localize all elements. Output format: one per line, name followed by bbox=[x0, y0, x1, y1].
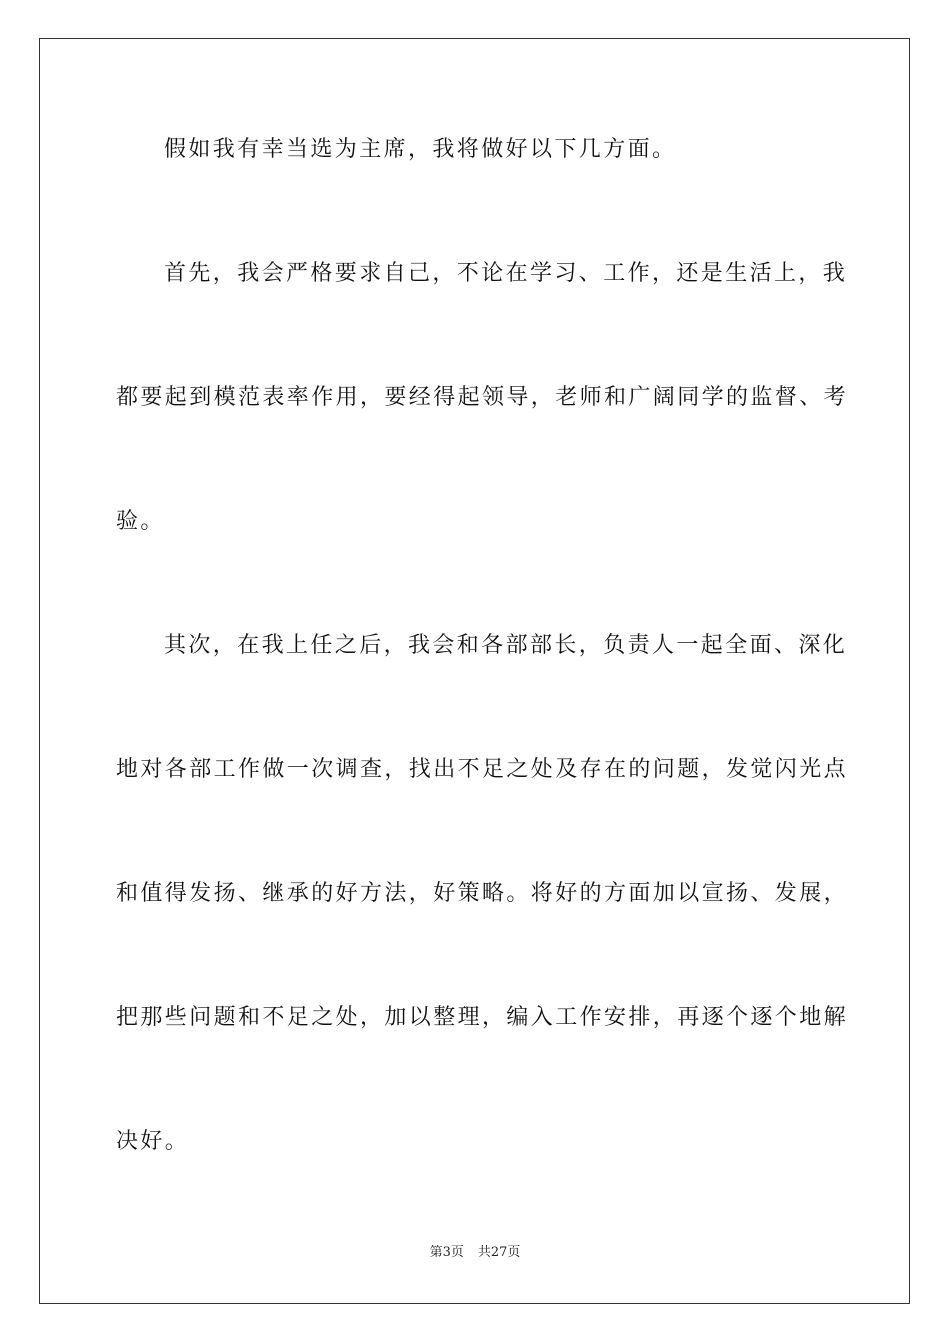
page-number: 第3页 bbox=[429, 1245, 464, 1260]
paragraph-3-line-5: 决好。 bbox=[116, 1129, 190, 1154]
paragraph-2-line-3: 验。 bbox=[116, 509, 165, 534]
paragraph-3-line-3: 和值得发扬、继承的好方法，好策略。将好的方面加以宣扬、发展， bbox=[116, 881, 849, 906]
page-footer bbox=[0, 1244, 950, 1262]
paragraph-2-line-2: 都要起到模范表率作用，要经得起领导，老师和广阔同学的监督、考 bbox=[116, 385, 849, 410]
page-total: 共27页 bbox=[477, 1245, 521, 1260]
paragraph-1-line-1: 假如我有幸当选为主席，我将做好以下几方面。 bbox=[164, 137, 677, 162]
paragraph-2-line-1: 首先，我会严格要求自己，不论在学习、工作，还是生活上，我 bbox=[164, 261, 848, 286]
paragraph-3-line-4: 把那些问题和不足之处，加以整理，编入工作安排，再逐个逐个地解 bbox=[116, 1005, 849, 1030]
paragraph-3-line-2: 地对各部工作做一次调查，找出不足之处及存在的问题，发觉闪光点 bbox=[116, 757, 849, 782]
page-border bbox=[39, 38, 910, 1304]
paragraph-3-line-1: 其次，在我上任之后，我会和各部部长，负责人一起全面、深化 bbox=[164, 633, 848, 658]
